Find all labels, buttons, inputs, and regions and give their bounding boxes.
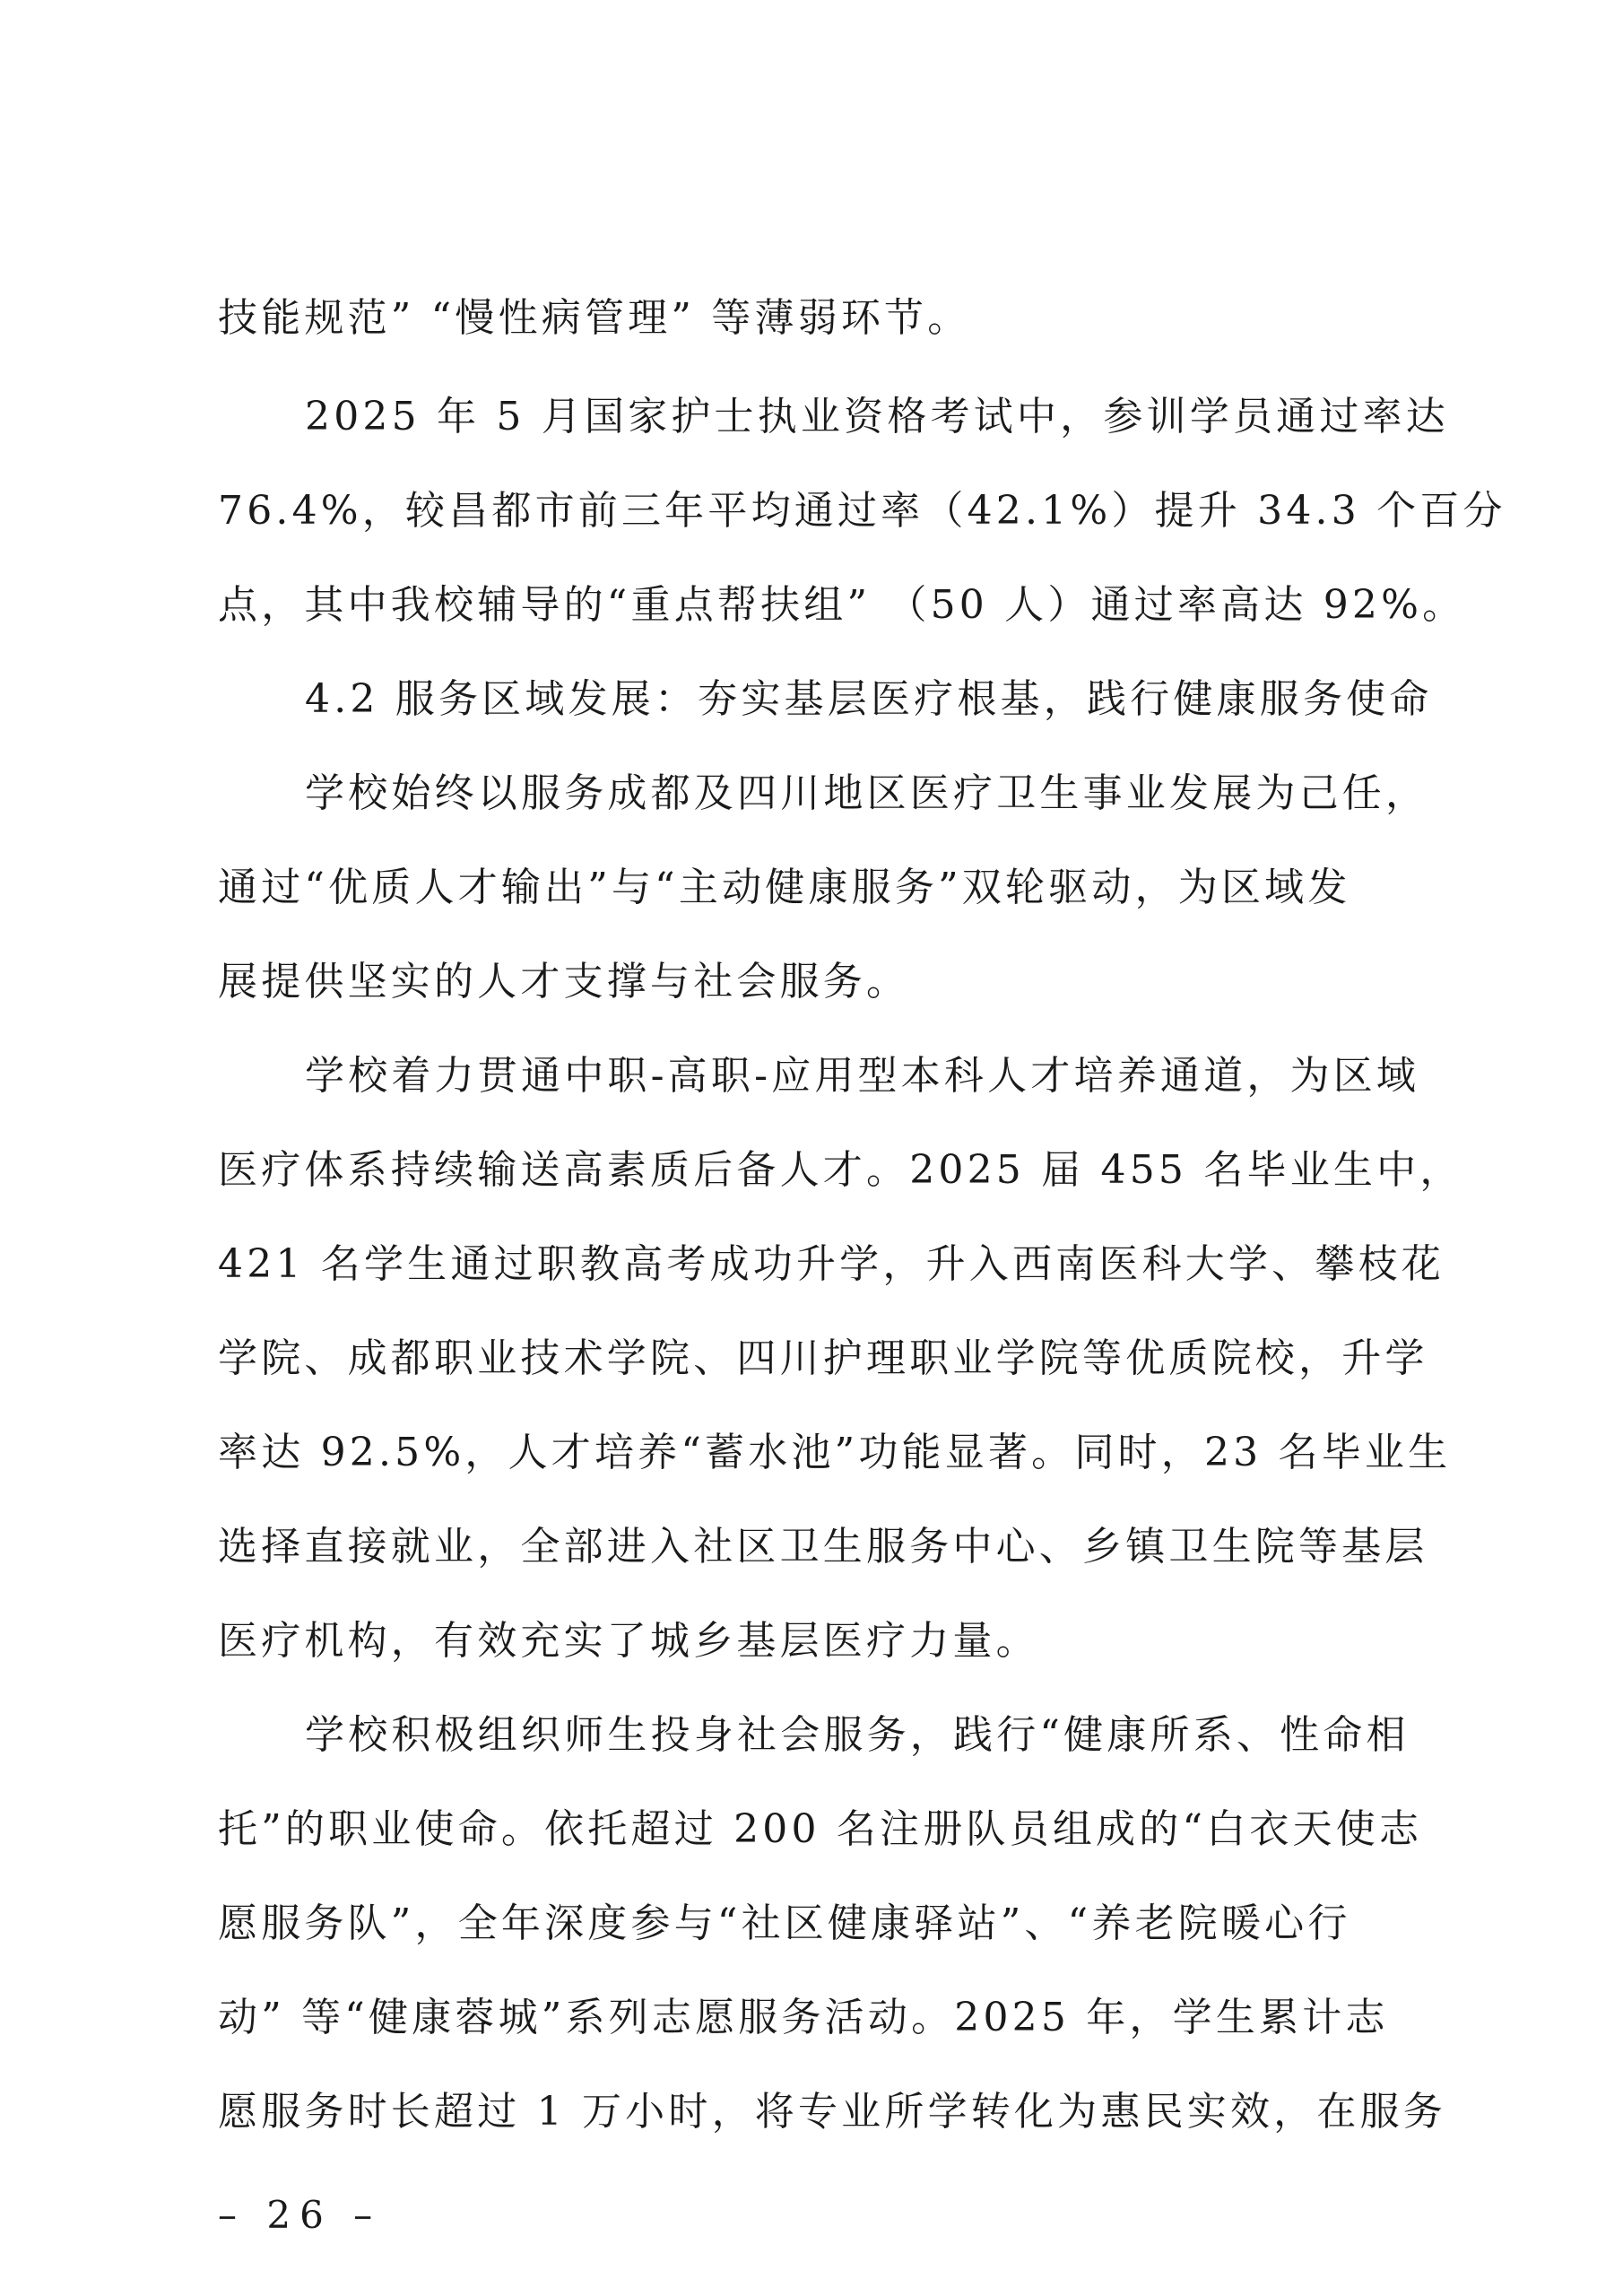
text-line: 选择直接就业，全部进入社区卫生服务中心、乡镇卫生院等基层 xyxy=(218,1524,1428,1570)
text-line: 76.4%，较昌都市前三年平均通过率（42.1%）提升 34.3 个百分 xyxy=(218,488,1506,534)
paragraph-first-line: 学校始终以服务成都及四川地区医疗卫生事业发展为己任， xyxy=(305,770,1429,816)
text-line: 展提供坚实的人才支撑与社会服务。 xyxy=(218,959,910,1004)
text-line: 点，其中我校辅导的“重点帮扶组” （50 人）通过率高达 92%。 xyxy=(218,582,1466,628)
page-number: – 26 – xyxy=(218,2193,382,2237)
text-line: 愿服务队”，全年深度参与“社区健康驿站”、“养老院暖心行 xyxy=(218,1900,1351,1946)
text-line: 学院、成都职业技术学院、四川护理职业学院等优质院校，升学 xyxy=(218,1335,1428,1381)
text-line: 率达 92.5%，人才培养“蓄水池”功能显著。同时，23 名毕业生 xyxy=(218,1430,1452,1475)
paragraph-first-line: 学校着力贯通中职-高职-应用型本科人才培养通道，为区域 xyxy=(305,1053,1420,1099)
text-line: 动” 等“健康蓉城”系列志愿服务活动。2025 年，学生累计志 xyxy=(218,1995,1389,2040)
text-line: 医疗体系持续输送高素质后备人才。2025 届 455 名毕业生中， xyxy=(218,1147,1463,1193)
paragraph-first-line: 学校积极组织师生投身社会服务，践行“健康所系、性命相 xyxy=(305,1712,1410,1758)
text-line: 医疗机构，有效充实了城乡基层医疗力量。 xyxy=(218,1618,1039,1664)
text-line: 技能规范” “慢性病管理” 等薄弱环节。 xyxy=(218,295,971,341)
paragraph-first-line: 2025 年 5 月国家护士执业资格考试中，参训学员通过率达 xyxy=(305,394,1449,439)
section-heading: 4.2 服务区域发展：夯实基层医疗根基，践行健康服务使命 xyxy=(305,676,1433,722)
text-line: 421 名学生通过职教高考成功升学，升入西南医科大学、攀枝花 xyxy=(218,1241,1445,1287)
text-line: 通过“优质人才输出”与“主动健康服务”双轮驱动，为区域发 xyxy=(218,865,1351,910)
text-line: 托”的职业使命。依托超过 200 名注册队员组成的“白衣天使志 xyxy=(218,1806,1423,1852)
text-line: 愿服务时长超过 1 万小时，将专业所学转化为惠民实效，在服务 xyxy=(218,2089,1446,2135)
